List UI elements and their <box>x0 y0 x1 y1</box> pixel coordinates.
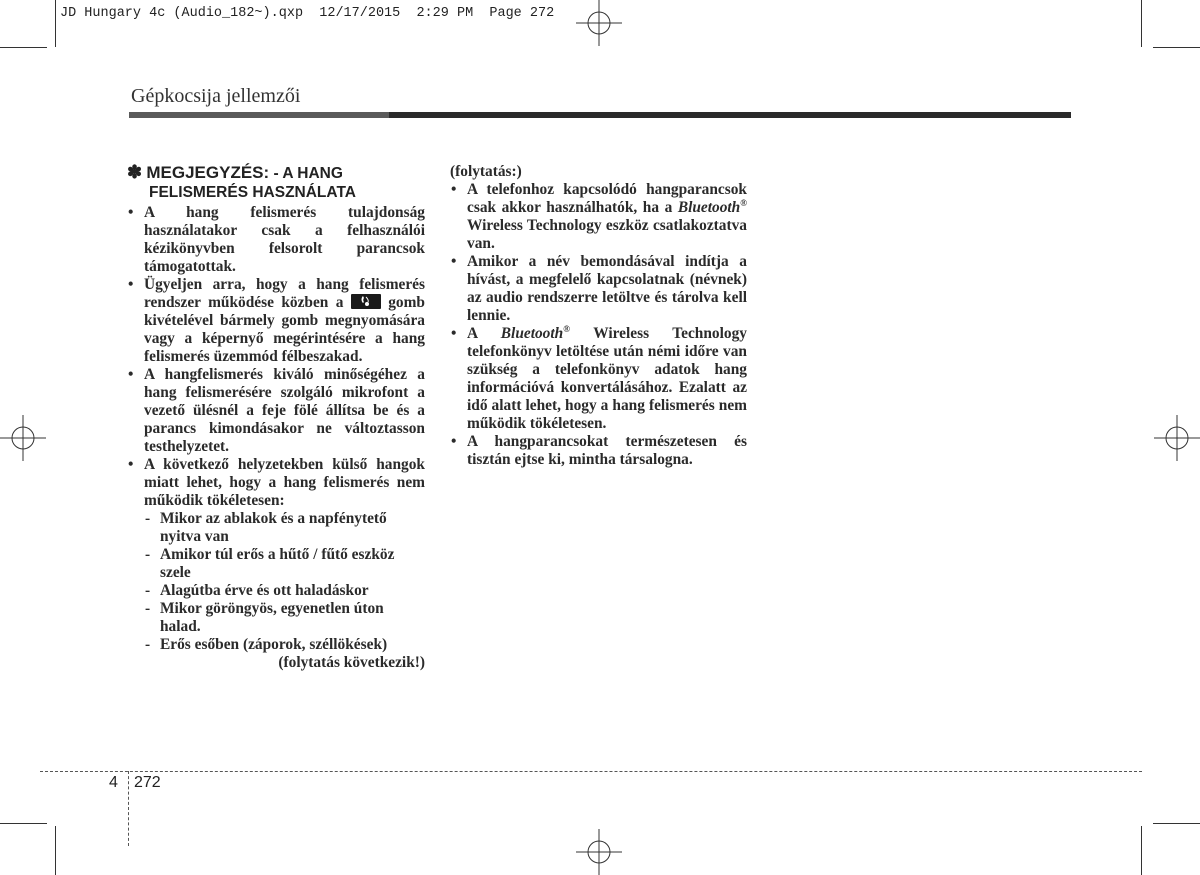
crop-mark-bottom-left <box>55 826 56 875</box>
crop-mark-left-bottom <box>0 823 47 824</box>
dash-marker: - <box>145 546 151 563</box>
dash-marker: - <box>145 510 151 527</box>
bluetooth-brand: Bluetooth <box>677 199 741 216</box>
right-bullet-2: • Amikor a név bemondásával indítja a hívást, a megfelelő kapcsolatnak (névnek) az audio rendszerre letöltve és tárolva kell lennie. <box>450 253 747 325</box>
note-title-sub2: FELISMERÉS HASZNÁLATA <box>149 184 356 201</box>
note-heading <box>127 163 425 202</box>
right-bullet-3-text-before: A <box>467 325 478 342</box>
chapter-number: 4 <box>109 774 118 791</box>
dash-item-4 <box>127 600 425 636</box>
registration-mark-left <box>0 415 46 461</box>
right-bullet-1-text-before: A telefonhoz kapcsolódó hangparancsok csak akkor használhatók, ha a <box>467 181 747 216</box>
note-bullet-3: • A hangfelismerés kiváló minőségéhez a hang felismerésére szolgáló mikrofont a vezető ülésnél a feje fölé állítsa be és a parancs kimondásakor ne változtasson testhelyzetet. <box>127 366 425 456</box>
dash-item-2 <box>127 546 425 582</box>
dash-item-3 <box>127 582 425 600</box>
note-title-sub1: - A HANG <box>273 165 343 182</box>
crop-mark-top-right <box>1141 0 1142 47</box>
note-bullet-2-text-after: gomb kivételével bármely gomb megnyomására vagy a képernyő megérintésére a hang felismerés üzemmód félbeszakad. <box>144 294 425 365</box>
voice-recognition-button-icon <box>351 294 381 309</box>
right-bullet-1 <box>450 181 747 253</box>
crop-mark-right-bottom <box>1153 823 1200 824</box>
dash-item-text: Alagútba érve és ott haladáskor <box>160 582 369 599</box>
section-title-rule <box>129 112 1071 118</box>
dash-marker: - <box>145 582 151 599</box>
dash-marker: - <box>145 600 151 617</box>
printer-slug-line: JD Hungary 4c (Audio_182~).qxp 12/17/2015 2:29 PM Page 272 <box>60 6 555 21</box>
dash-item-text: Amikor túl erős a hűtő / fűtő eszköz szele <box>160 546 395 581</box>
right-column <box>450 163 747 469</box>
section-title: Gépkocsija jellemzői <box>131 85 301 107</box>
registered-mark: ® <box>563 323 570 334</box>
crop-mark-left-top <box>0 47 47 48</box>
dash-item-5 <box>127 636 425 654</box>
left-column <box>127 163 425 672</box>
crop-mark-right-top <box>1153 47 1200 48</box>
bluetooth-brand: Bluetooth <box>500 325 564 342</box>
registration-mark-right <box>1154 415 1200 461</box>
note-bullet-4: • A következő helyzetekben külső hangok miatt lehet, hogy a hang felismerés nem működik tökéletesen: <box>127 456 425 510</box>
right-bullet-4: • A hangparancsokat természetesen és tisztán ejtse ki, mintha társalogna. <box>450 433 747 469</box>
registered-mark: ® <box>740 197 747 208</box>
dash-item-text: Mikor az ablakok és a napfénytető nyitva van <box>160 510 387 545</box>
note-title-main: MEGJEGYZÉS: <box>146 163 270 182</box>
dash-item-text: Erős esőben (záporok, széllökések) <box>160 636 388 653</box>
right-bullet-1-text-after: Wireless Technology eszköz csatlakoztatva van. <box>467 217 747 252</box>
dash-item-1 <box>127 510 425 546</box>
note-bullet-1: • A hang felismerés tulajdonság használatakor csak a felhasználói kézikönyvben felsorolt parancsok támogatottak. <box>127 204 425 276</box>
note-bullet-2-text-before: Ügyeljen arra, hogy a hang felismerés rendszer működése közben a <box>144 276 425 311</box>
crop-mark-bottom-right <box>1141 826 1142 875</box>
note-bullet-2 <box>127 276 425 366</box>
right-bullet-3 <box>450 325 747 433</box>
dash-marker: - <box>145 636 151 653</box>
registration-mark-top <box>576 0 622 46</box>
footer-vertical-dashed-rule <box>128 771 129 846</box>
note-star-icon: ✽ <box>127 162 143 182</box>
footer-dashed-rule <box>40 771 1142 772</box>
continued-label: (folytatás:) <box>450 163 522 180</box>
continued-note: (folytatás következik!) <box>278 654 425 671</box>
page-number: 272 <box>134 774 161 791</box>
right-bullet-3-text-after: Wireless Technology telefonkönyv letöltése után némi időre van szükség a telefonkönyv adatok hang információvá konvertálásához. Ezalatt az idő alatt lehet, hogy a hang felismerés nem működik tökéletesen. <box>467 325 747 432</box>
crop-mark-top-left <box>55 0 56 47</box>
dash-item-text: Mikor göröngyös, egyenetlen úton halad. <box>160 600 384 635</box>
registration-mark-bottom <box>576 829 622 875</box>
